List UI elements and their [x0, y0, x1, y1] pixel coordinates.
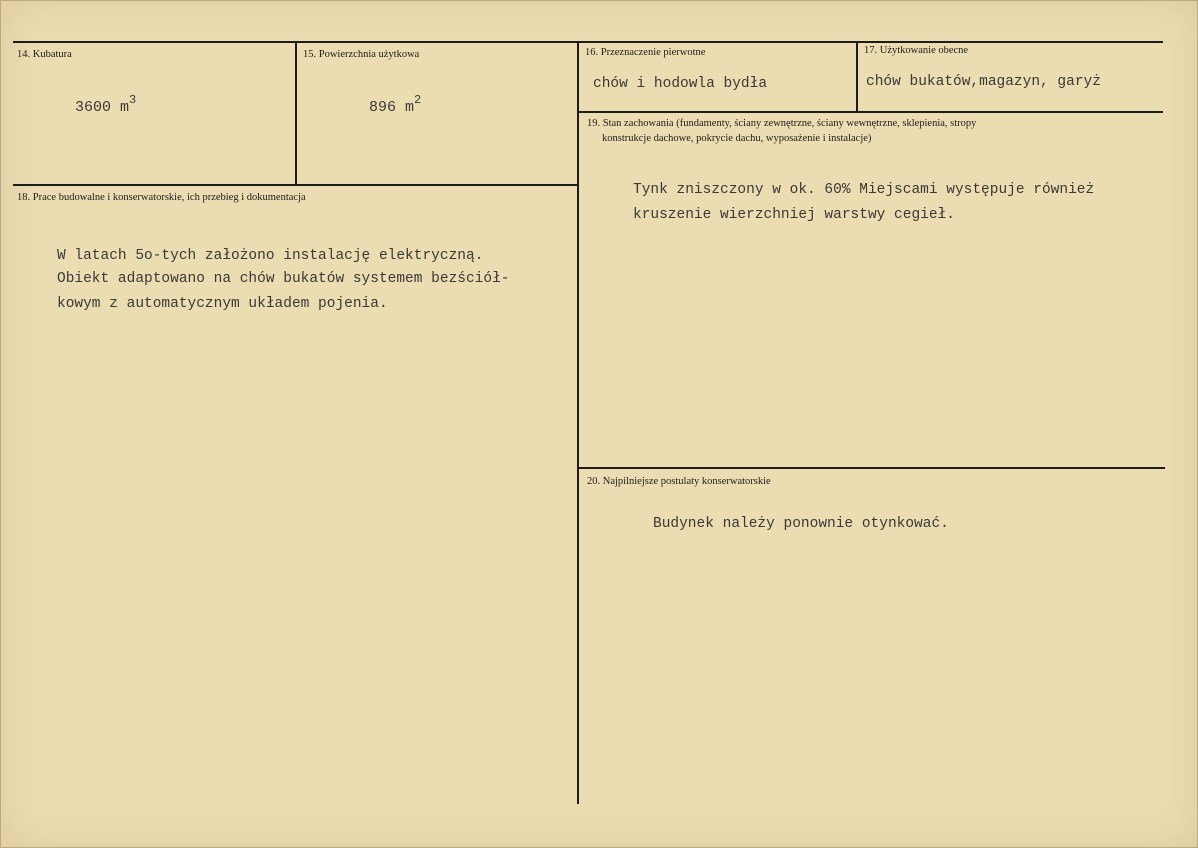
volume-value: 3600 m: [75, 99, 130, 116]
volume-unit-power: 3: [129, 93, 137, 107]
rule-below-16-17: [578, 111, 1163, 113]
rule-below-14-15: [13, 184, 578, 186]
area-unit-power: 2: [414, 93, 422, 107]
field-15-value: [369, 89, 421, 121]
rule-below-19: [578, 467, 1165, 469]
field-19-label-cont: konstrukcje dachowe, pokrycie dachu, wyposażenie i instalacje): [602, 133, 872, 144]
main-column-divider: [577, 42, 579, 804]
divider-16-17: [856, 42, 858, 112]
field-18-line-3: kowym z automatycznym układem pojenia.: [57, 296, 388, 312]
field-18-line-1: W latach 5o-tych założono instalację elektryczną.: [57, 248, 484, 264]
field-14-value: [75, 89, 136, 121]
area-value: 896 m: [369, 99, 415, 116]
field-20-value: Budynek należy ponownie otynkować.: [653, 516, 949, 532]
field-14-label: 14. Kubatura: [17, 49, 72, 60]
field-17-label: 17. Użytkowanie obecne: [864, 45, 969, 56]
field-19-line-1: Tynk zniszczony w ok. 60% Miejscami występuje również: [633, 182, 1095, 198]
field-15-label: 15. Powierzchnia użytkowa: [303, 49, 420, 60]
top-rule: [13, 41, 1163, 43]
field-19-label: 19. Stan zachowania (fundamenty, ściany zewnętrzne, ściany wewnętrzne, sklepienia, stropy: [587, 118, 977, 129]
divider-14-15: [295, 42, 297, 185]
field-18-line-2: Obiekt adaptowano na chów bukatów systemem bezściół-: [57, 271, 510, 287]
field-16-value: chów i hodowla bydła: [593, 76, 768, 92]
field-19-line-2: kruszenie wierzchniej warstwy cegieł.: [633, 207, 955, 223]
field-17-value: chów bukatów,magazyn, garyż: [866, 74, 1101, 90]
field-20-label: 20. Najpilniejsze postulaty konserwatorskie: [587, 476, 771, 487]
field-16-label: 16. Przeznaczenie pierwotne: [585, 47, 706, 58]
field-18-label: 18. Prace budowalne i konserwatorskie, ich przebieg i dokumentacja: [17, 192, 306, 203]
